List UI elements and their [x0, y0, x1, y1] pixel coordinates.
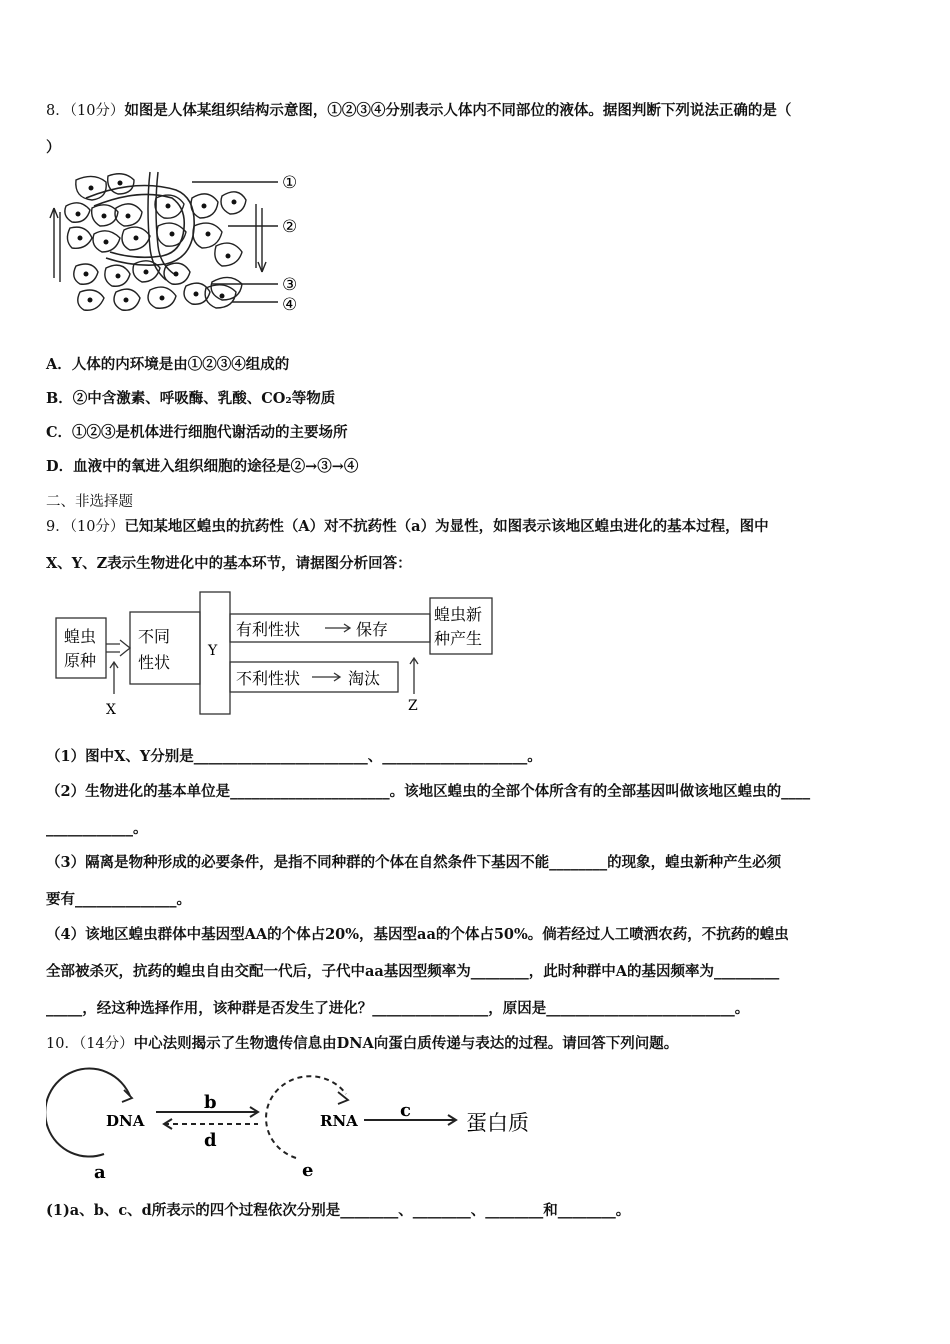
arrow-eliminate	[312, 673, 340, 681]
z-label: Z	[408, 698, 418, 714]
label-3: ③	[282, 275, 298, 295]
process-e: e	[302, 1160, 314, 1181]
tissue-structure-figure	[46, 168, 316, 318]
q9-number: 9．	[46, 519, 70, 535]
q9-sub4-line1: （4）该地区蝗虫群体中基因型AA的个体占20%，基因型aa的个体占50%。倘若经过人工喷洒农药，不抗药的蝗虫	[46, 926, 789, 943]
q9-sub2-line1: （2）生物进化的基本单位是______________________。该地区蝗虫的全部个体所含有的全部基因叫做该地区蝗虫的____	[46, 783, 811, 800]
tissue-cell	[211, 277, 242, 300]
q9-sub4-line2: 全部被杀灭，抗药的蝗虫自由交配一代后，子代中aa基因型频率为________，此时种群中A的基因频率为_________	[46, 963, 780, 980]
new-species-line2: 种产生	[434, 629, 483, 648]
dna-label: DNA	[106, 1112, 145, 1130]
arrow-keep	[325, 624, 350, 632]
q9-sub4-line3: _____，经这种选择作用，该种群是否发生了进化？________________，原因是__________________________。	[46, 1000, 750, 1017]
q9-stem: 已知某地区蝗虫的抗药性（A）对不抗药性（a）为显性，如图表示该地区蝗虫进化的基本过程，图中	[124, 518, 769, 535]
q8-stem-end: ）	[46, 139, 61, 156]
process-b: b	[204, 1092, 217, 1113]
x-label: X	[106, 702, 116, 718]
q9-score: （10分）	[69, 519, 125, 535]
q9-sub3-line2: 要有______________。	[46, 891, 191, 908]
q9-sub3-line1: （3）隔离是物种形成的必要条件，是指不同种群的个体在自然条件下基因不能________的现象，蝗虫新种产生必须	[46, 854, 782, 871]
q8-option-c: C．①②③是机体进行细胞代谢活动的主要场所	[46, 424, 348, 441]
q9-stem-line2: X、Y、Z表示生物进化中的基本环节，请据图分析回答：	[46, 555, 412, 572]
box2-line2: 性状	[138, 653, 171, 672]
box2-line1: 不同	[138, 627, 171, 646]
label-1: ①	[282, 173, 298, 193]
process-d: d	[204, 1130, 217, 1151]
q9-sub1: （1）图中X、Y分别是________________________、____________________。	[46, 748, 542, 765]
q10-score: （14分）	[78, 1036, 134, 1052]
rna-label: RNA	[320, 1112, 358, 1130]
rna-arrowhead	[338, 1092, 348, 1104]
q8-stem: 如图是人体某组织结构示意图，①②③④分别表示人体内不同部位的液体。据图判断下列说法正确的是（	[124, 102, 792, 119]
replication-arrowhead	[122, 1090, 132, 1102]
y-label: Y	[208, 643, 218, 659]
double-arrow	[106, 640, 130, 656]
box1-line1: 蝗虫	[64, 627, 97, 646]
q10-number: 10．	[46, 1036, 79, 1052]
q8-option-b: B．②中含激素、呼吸酶、乳酸、CO₂等物质	[46, 390, 336, 407]
label-4: ④	[282, 295, 298, 315]
q10-stem	[46, 1034, 678, 1054]
q8-number: 8．	[46, 103, 70, 119]
arrow-x	[110, 662, 118, 694]
section-heading: 二、非选择题	[46, 494, 133, 510]
label-2: ②	[282, 217, 298, 237]
q9-stem-line1	[46, 517, 769, 537]
new-species-line1: 蝗虫新	[434, 605, 483, 624]
process-c: c	[400, 1100, 411, 1121]
arrow-z	[410, 658, 418, 694]
eliminate-label: 淘汰	[348, 669, 381, 688]
q8-score: （10分）	[69, 103, 125, 119]
protein-label: 蛋白质	[466, 1111, 529, 1135]
q9-sub2-line2: ____________。	[46, 820, 148, 837]
central-dogma-diagram	[46, 1066, 556, 1188]
keep-label: 保存	[356, 620, 389, 639]
q8-stem-line1	[46, 101, 791, 121]
q10-stem-text: 中心法则揭示了生物遗传信息由DNA向蛋白质传递与表达的过程。请回答下列问题。	[133, 1035, 679, 1052]
q10-sub1: (1)a、b、c、d所表示的四个过程依次分别是________、________、________和________。	[46, 1202, 631, 1219]
box1-line2: 原种	[64, 651, 97, 670]
evolution-process-diagram	[50, 590, 510, 720]
q8-option-a: A．人体的内环境是由①②③④组成的	[46, 356, 290, 373]
box-different-traits	[130, 612, 200, 684]
process-a: a	[94, 1162, 106, 1183]
q8-option-d: D．血液中的氧进入组织细胞的途径是②→③→④	[46, 458, 359, 475]
favorable-traits: 有利性状	[236, 620, 301, 639]
unfavorable-traits: 不利性状	[236, 669, 301, 688]
